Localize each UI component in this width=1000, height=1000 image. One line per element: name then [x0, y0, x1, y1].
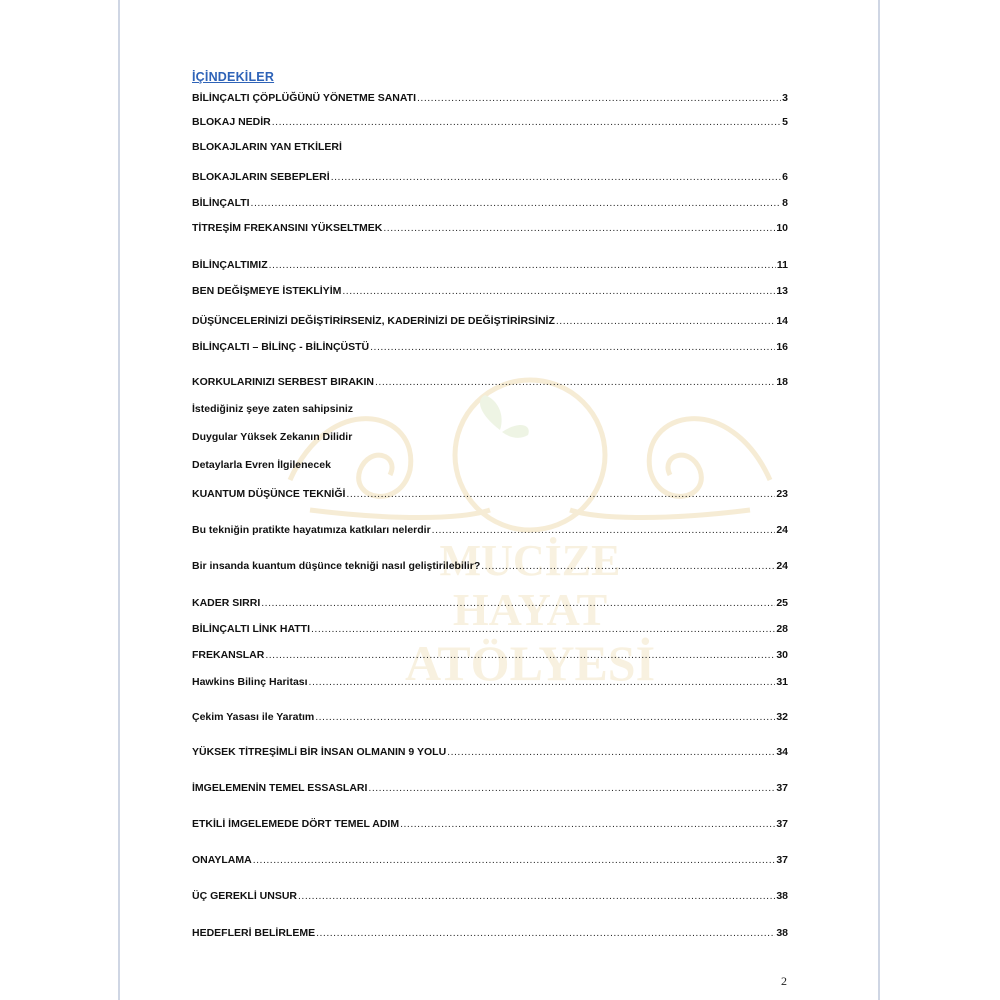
toc-entry-label: ONAYLAMA — [192, 854, 252, 866]
toc-entry[interactable] — [192, 376, 788, 388]
toc-entry-label: BİLİNÇALTI — [192, 197, 250, 209]
toc-entry-label: DÜŞÜNCELERİNİZİ DEĞİŞTİRİRSENİZ, KADERİNİZİ DE DEĞİŞTİRİRSİNİZ — [192, 315, 555, 327]
toc-dot-leader — [556, 315, 775, 327]
toc-entry[interactable] — [192, 623, 788, 635]
toc-entry[interactable] — [192, 116, 788, 128]
toc-dot-leader — [447, 746, 775, 758]
toc-entry-label: İstediğiniz şeye zaten sahipsiniz — [192, 403, 354, 415]
toc-entry-page: 24 — [776, 524, 788, 536]
toc-entry[interactable] — [192, 649, 788, 661]
toc-entry-page: 31 — [776, 676, 788, 688]
toc-entry-label: BLOKAJLARIN SEBEPLERİ — [192, 171, 330, 183]
toc-entry-page: 10 — [776, 222, 788, 234]
toc-entry-label: Çekim Yasası ile Yaratım — [192, 711, 315, 723]
toc-dot-leader — [261, 597, 775, 609]
toc-entry-label: YÜKSEK TİTREŞİMLİ BİR İNSAN OLMANIN 9 YOLU — [192, 746, 447, 758]
toc-dot-leader — [315, 711, 775, 723]
toc-entry-page: 37 — [776, 854, 788, 866]
toc-dot-leader — [368, 782, 775, 794]
toc-entry-label: KADER SIRRI — [192, 597, 261, 609]
toc-entry[interactable] — [192, 171, 788, 183]
toc-entry-label: KUANTUM DÜŞÜNCE TEKNİĞİ — [192, 488, 346, 500]
toc-entry[interactable] — [192, 92, 788, 104]
toc-entry[interactable] — [192, 285, 788, 297]
toc-dot-leader — [432, 524, 776, 536]
toc-entry[interactable] — [192, 676, 788, 688]
toc-entry[interactable] — [192, 403, 788, 415]
toc-dot-leader — [346, 488, 775, 500]
toc-entry-label: ETKİLİ İMGELEMEDE DÖRT TEMEL ADIM — [192, 818, 400, 830]
toc-entry[interactable] — [192, 597, 788, 609]
toc-dot-leader — [375, 376, 775, 388]
toc-entry[interactable] — [192, 890, 788, 902]
toc-dot-leader — [342, 285, 775, 297]
toc-entry-label: Bir insanda kuantum düşünce tekniği nasıl geliştirilebilir? — [192, 560, 481, 572]
toc-dot-leader — [253, 854, 776, 866]
toc-entry-label: BİLİNÇALTI ÇÖPLÜĞÜNÜ YÖNETME SANATI — [192, 92, 416, 104]
toc-entry[interactable] — [192, 315, 788, 327]
toc-entry-page: 30 — [776, 649, 788, 661]
toc-entry-page: 38 — [776, 890, 788, 902]
toc-entry-label: FREKANSLAR — [192, 649, 265, 661]
toc-entry-page: 14 — [776, 315, 788, 327]
toc-entry[interactable] — [192, 259, 788, 271]
toc-entry-page: 23 — [776, 488, 788, 500]
toc-dot-leader — [272, 116, 781, 128]
toc-entry-page: 8 — [782, 197, 788, 209]
toc-entry-label: BEN DEĞİŞMEYE İSTEKLİYİM — [192, 285, 342, 297]
toc-entry-label: Duygular Yüksek Zekanın Dilidir — [192, 431, 353, 443]
toc-entry-label: Detaylarla Evren İlgilenecek — [192, 459, 331, 471]
toc-dot-leader — [309, 676, 776, 688]
toc-entry[interactable] — [192, 927, 788, 939]
toc-dot-leader — [400, 818, 775, 830]
toc-entry-page: 18 — [776, 376, 788, 388]
watermark-text-2: HAYAT — [452, 584, 608, 635]
watermark-text-1: MUCİZE — [439, 536, 621, 585]
toc-entry[interactable] — [192, 488, 788, 500]
toc-dot-leader — [370, 341, 775, 353]
toc-entry-page: 11 — [776, 259, 788, 271]
toc-entry[interactable] — [192, 818, 788, 830]
toc-entry-label: ÜÇ GEREKLİ UNSUR — [192, 890, 298, 902]
toc-dot-leader — [417, 92, 781, 104]
toc-dot-leader — [251, 197, 782, 209]
toc-entry-page: 6 — [782, 171, 788, 183]
toc-dot-leader — [316, 927, 775, 939]
toc-entry[interactable] — [192, 341, 788, 353]
toc-entry[interactable] — [192, 746, 788, 758]
toc-dot-leader — [265, 649, 775, 661]
toc-entry-label: TİTREŞİM FREKANSINI YÜKSELTMEK — [192, 222, 383, 234]
toc-entry-label: İMGELEMENİN TEMEL ESSASLARI — [192, 782, 368, 794]
toc-dot-leader — [481, 560, 775, 572]
toc-entry-label: BLOKAJ NEDİR — [192, 116, 271, 128]
toc-entry[interactable] — [192, 459, 788, 471]
toc-entry-label: BİLİNÇALTI – BİLİNÇ - BİLİNÇÜSTÜ — [192, 341, 370, 353]
toc-entry-page: 28 — [776, 623, 788, 635]
toc-entry-label: HEDEFLERİ BELİRLEME — [192, 927, 316, 939]
toc-entry-page: 5 — [782, 116, 788, 128]
toc-entry-page: 32 — [776, 711, 788, 723]
toc-entry-page: 3 — [782, 92, 788, 104]
toc-dot-leader — [311, 623, 775, 635]
toc-title: İÇİNDEKİLER — [192, 70, 275, 84]
watermark-text-3: ATÖLYESİ — [404, 635, 656, 691]
toc-entry-page: 16 — [776, 341, 788, 353]
toc-dot-leader — [298, 890, 775, 902]
toc-entry[interactable] — [192, 197, 788, 209]
toc-dot-leader — [331, 171, 781, 183]
toc-entry-page: 13 — [776, 285, 788, 297]
toc-entry-page: 38 — [776, 927, 788, 939]
toc-entry[interactable] — [192, 524, 788, 536]
toc-entry[interactable] — [192, 431, 788, 443]
toc-entry-page: 24 — [776, 560, 788, 572]
toc-entry[interactable] — [192, 560, 788, 572]
toc-entry-label: BLOKAJLARIN YAN ETKİLERİ — [192, 141, 342, 153]
toc-entry[interactable] — [192, 222, 788, 234]
toc-entry-label: Hawkins Bilinç Haritası — [192, 676, 308, 688]
toc-entry-label: KORKULARINIZI SERBEST BIRAKIN — [192, 376, 375, 388]
toc-entry[interactable] — [192, 854, 788, 866]
toc-entry-label: BİLİNÇALTI LİNK HATTI — [192, 623, 311, 635]
toc-dot-leader — [383, 222, 775, 234]
toc-entry-page: 37 — [776, 818, 788, 830]
toc-entry-page: 34 — [776, 746, 788, 758]
toc-entry-page: 37 — [776, 782, 788, 794]
toc-entry-label: BİLİNÇALTIMIZ — [192, 259, 268, 271]
toc-entry-page: 25 — [776, 597, 788, 609]
toc-entry[interactable] — [192, 141, 788, 153]
page-number: 2 — [781, 974, 787, 988]
toc-dot-leader — [269, 259, 776, 271]
toc-entry[interactable] — [192, 711, 788, 723]
toc-entry-label: Bu tekniğin pratikte hayatımıza katkıları nelerdir — [192, 524, 431, 536]
toc-entry[interactable] — [192, 782, 788, 794]
